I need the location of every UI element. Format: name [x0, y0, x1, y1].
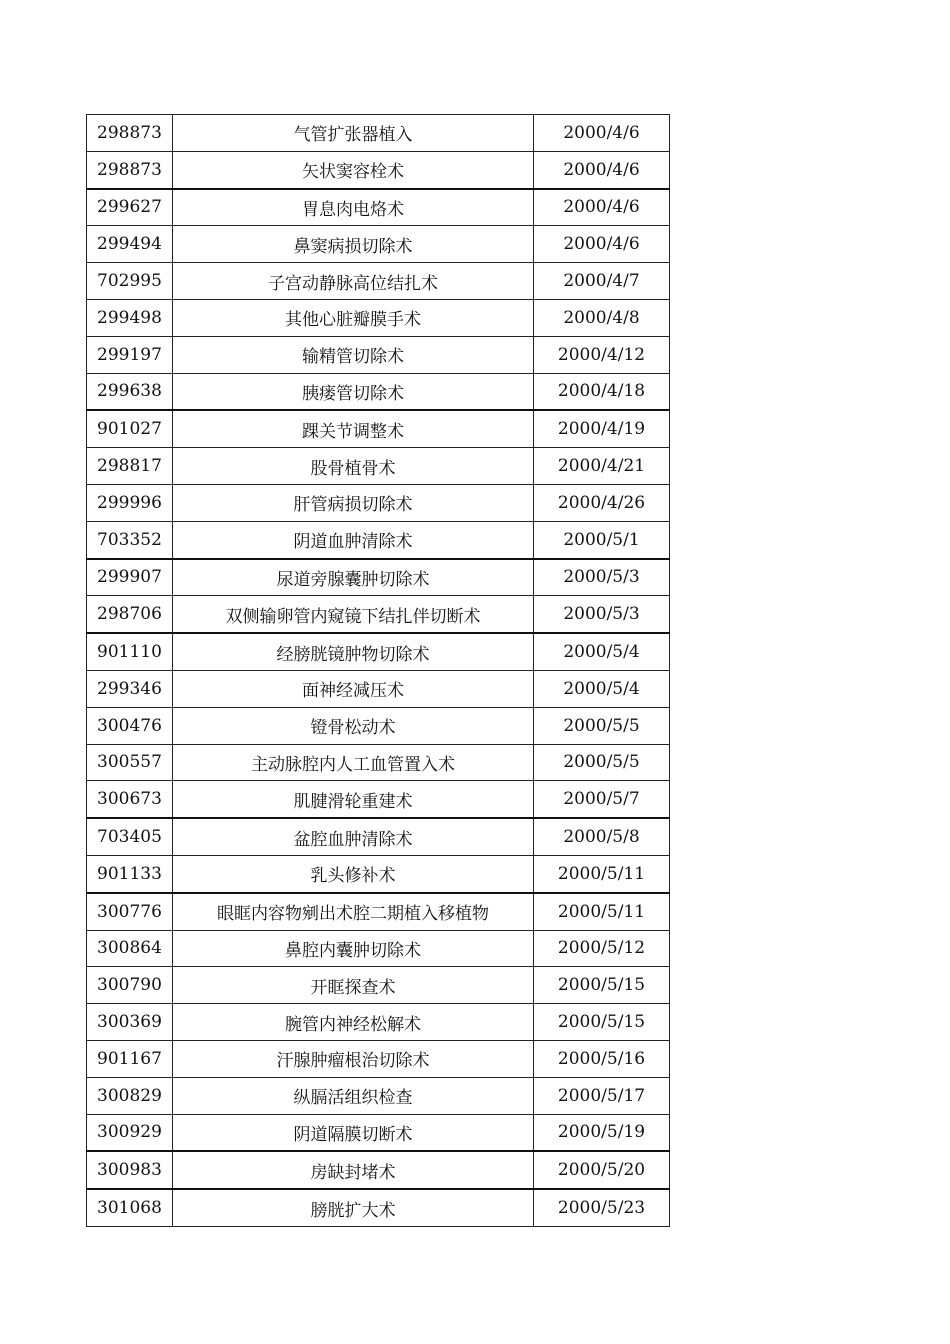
procedure-name-cell: 踝关节调整术 — [173, 410, 534, 447]
procedure-name-cell: 经膀胱镜肿物切除术 — [173, 633, 534, 670]
record-id-cell: 301068 — [87, 1189, 173, 1226]
record-id-cell: 300557 — [87, 744, 173, 781]
table-row — [87, 226, 670, 263]
procedure-name-cell: 汗腺肿瘤根治切除术 — [173, 1040, 534, 1077]
table-row — [87, 1189, 670, 1226]
procedure-name-cell: 鼻窦病损切除术 — [173, 226, 534, 263]
record-id-cell: 901167 — [87, 1040, 173, 1077]
table-row — [87, 336, 670, 373]
date-cell: 2000/5/20 — [534, 1151, 670, 1189]
procedure-name-cell: 其他心脏瓣膜手术 — [173, 299, 534, 336]
date-cell: 2000/4/7 — [534, 263, 670, 300]
table-row — [87, 521, 670, 558]
table-row — [87, 967, 670, 1004]
procedure-name-cell: 阴道隔膜切断术 — [173, 1114, 534, 1151]
record-id-cell: 702995 — [87, 263, 173, 300]
record-id-cell: 300369 — [87, 1004, 173, 1041]
table-row — [87, 596, 670, 633]
procedure-name-cell: 面神经减压术 — [173, 670, 534, 707]
table-row — [87, 448, 670, 485]
record-id-cell: 300790 — [87, 967, 173, 1004]
record-id-cell: 901027 — [87, 410, 173, 447]
procedure-name-cell: 开眶探查术 — [173, 967, 534, 1004]
date-cell: 2000/5/3 — [534, 559, 670, 596]
table-body — [87, 115, 670, 1227]
record-id-cell: 299907 — [87, 559, 173, 596]
procedure-name-cell: 盆腔血肿清除术 — [173, 818, 534, 855]
record-id-cell: 300929 — [87, 1114, 173, 1151]
table-row — [87, 855, 670, 892]
table-row — [87, 1077, 670, 1114]
record-id-cell: 300673 — [87, 781, 173, 818]
date-cell: 2000/5/5 — [534, 744, 670, 781]
date-cell: 2000/4/21 — [534, 448, 670, 485]
table-row — [87, 151, 670, 188]
date-cell: 2000/4/6 — [534, 151, 670, 188]
procedure-name-cell: 眼眶内容物剜出术腔二期植入移植物 — [173, 893, 534, 930]
record-id-cell: 703405 — [87, 818, 173, 855]
procedure-name-cell: 阴道血肿清除术 — [173, 521, 534, 558]
record-id-cell: 299996 — [87, 484, 173, 521]
record-id-cell: 298873 — [87, 115, 173, 152]
record-id-cell: 298817 — [87, 448, 173, 485]
procedure-name-cell: 矢状窦容栓术 — [173, 151, 534, 188]
table-row — [87, 263, 670, 300]
date-cell: 2000/5/11 — [534, 855, 670, 892]
record-id-cell: 298706 — [87, 596, 173, 633]
date-cell: 2000/5/5 — [534, 707, 670, 744]
date-cell: 2000/4/6 — [534, 115, 670, 152]
date-cell: 2000/4/18 — [534, 373, 670, 410]
date-cell: 2000/4/8 — [534, 299, 670, 336]
date-cell: 2000/5/17 — [534, 1077, 670, 1114]
table-row — [87, 1040, 670, 1077]
procedure-name-cell: 双侧输卵管内窥镜下结扎伴切断术 — [173, 596, 534, 633]
procedure-name-cell: 乳头修补术 — [173, 855, 534, 892]
date-cell: 2000/5/11 — [534, 893, 670, 930]
table-row — [87, 670, 670, 707]
procedure-name-cell: 气管扩张器植入 — [173, 115, 534, 152]
date-cell: 2000/5/15 — [534, 1004, 670, 1041]
date-cell: 2000/5/7 — [534, 781, 670, 818]
procedure-name-cell: 尿道旁腺囊肿切除术 — [173, 559, 534, 596]
record-id-cell: 901110 — [87, 633, 173, 670]
table-row — [87, 1151, 670, 1189]
table-row — [87, 744, 670, 781]
table-row — [87, 189, 670, 226]
record-id-cell: 703352 — [87, 521, 173, 558]
date-cell: 2000/5/4 — [534, 633, 670, 670]
date-cell: 2000/5/12 — [534, 930, 670, 967]
date-cell: 2000/5/19 — [534, 1114, 670, 1151]
procedure-name-cell: 腕管内神经松解术 — [173, 1004, 534, 1041]
record-id-cell: 300476 — [87, 707, 173, 744]
record-id-cell: 300864 — [87, 930, 173, 967]
record-id-cell: 299197 — [87, 336, 173, 373]
date-cell: 2000/5/8 — [534, 818, 670, 855]
record-id-cell: 300983 — [87, 1151, 173, 1189]
procedure-name-cell: 股骨植骨术 — [173, 448, 534, 485]
procedure-name-cell: 胰瘘管切除术 — [173, 373, 534, 410]
procedure-name-cell: 输精管切除术 — [173, 336, 534, 373]
table-row — [87, 893, 670, 930]
table-row — [87, 115, 670, 152]
record-id-cell: 901133 — [87, 855, 173, 892]
date-cell: 2000/4/26 — [534, 484, 670, 521]
procedure-name-cell: 鼻腔内囊肿切除术 — [173, 930, 534, 967]
table-row — [87, 484, 670, 521]
date-cell: 2000/4/6 — [534, 189, 670, 226]
table-row — [87, 373, 670, 410]
table-row — [87, 1004, 670, 1041]
procedure-name-cell: 胃息肉电烙术 — [173, 189, 534, 226]
procedure-name-cell: 肌腱滑轮重建术 — [173, 781, 534, 818]
record-id-cell: 300776 — [87, 893, 173, 930]
record-id-cell: 299627 — [87, 189, 173, 226]
table-row — [87, 633, 670, 670]
record-id-cell: 299498 — [87, 299, 173, 336]
table-row — [87, 707, 670, 744]
table-row — [87, 410, 670, 447]
date-cell: 2000/4/12 — [534, 336, 670, 373]
date-cell: 2000/5/16 — [534, 1040, 670, 1077]
date-cell: 2000/5/3 — [534, 596, 670, 633]
table-row — [87, 930, 670, 967]
procedure-name-cell: 镫骨松动术 — [173, 707, 534, 744]
date-cell: 2000/4/6 — [534, 226, 670, 263]
table-row — [87, 299, 670, 336]
record-id-cell: 299346 — [87, 670, 173, 707]
table-row — [87, 559, 670, 596]
procedure-name-cell: 纵膈活组织检查 — [173, 1077, 534, 1114]
date-cell: 2000/5/23 — [534, 1189, 670, 1226]
date-cell: 2000/5/15 — [534, 967, 670, 1004]
procedure-name-cell: 主动脉腔内人工血管置入术 — [173, 744, 534, 781]
record-id-cell: 299638 — [87, 373, 173, 410]
date-cell: 2000/5/4 — [534, 670, 670, 707]
table-row — [87, 818, 670, 855]
table-row — [87, 781, 670, 818]
table-row — [87, 1114, 670, 1151]
procedure-name-cell: 肝管病损切除术 — [173, 484, 534, 521]
record-id-cell: 298873 — [87, 151, 173, 188]
record-id-cell: 300829 — [87, 1077, 173, 1114]
procedure-name-cell: 膀胱扩大术 — [173, 1189, 534, 1226]
procedure-name-cell: 子宫动静脉高位结扎术 — [173, 263, 534, 300]
surgery-records-table — [86, 114, 670, 1227]
date-cell: 2000/4/19 — [534, 410, 670, 447]
procedure-name-cell: 房缺封堵术 — [173, 1151, 534, 1189]
record-id-cell: 299494 — [87, 226, 173, 263]
date-cell: 2000/5/1 — [534, 521, 670, 558]
